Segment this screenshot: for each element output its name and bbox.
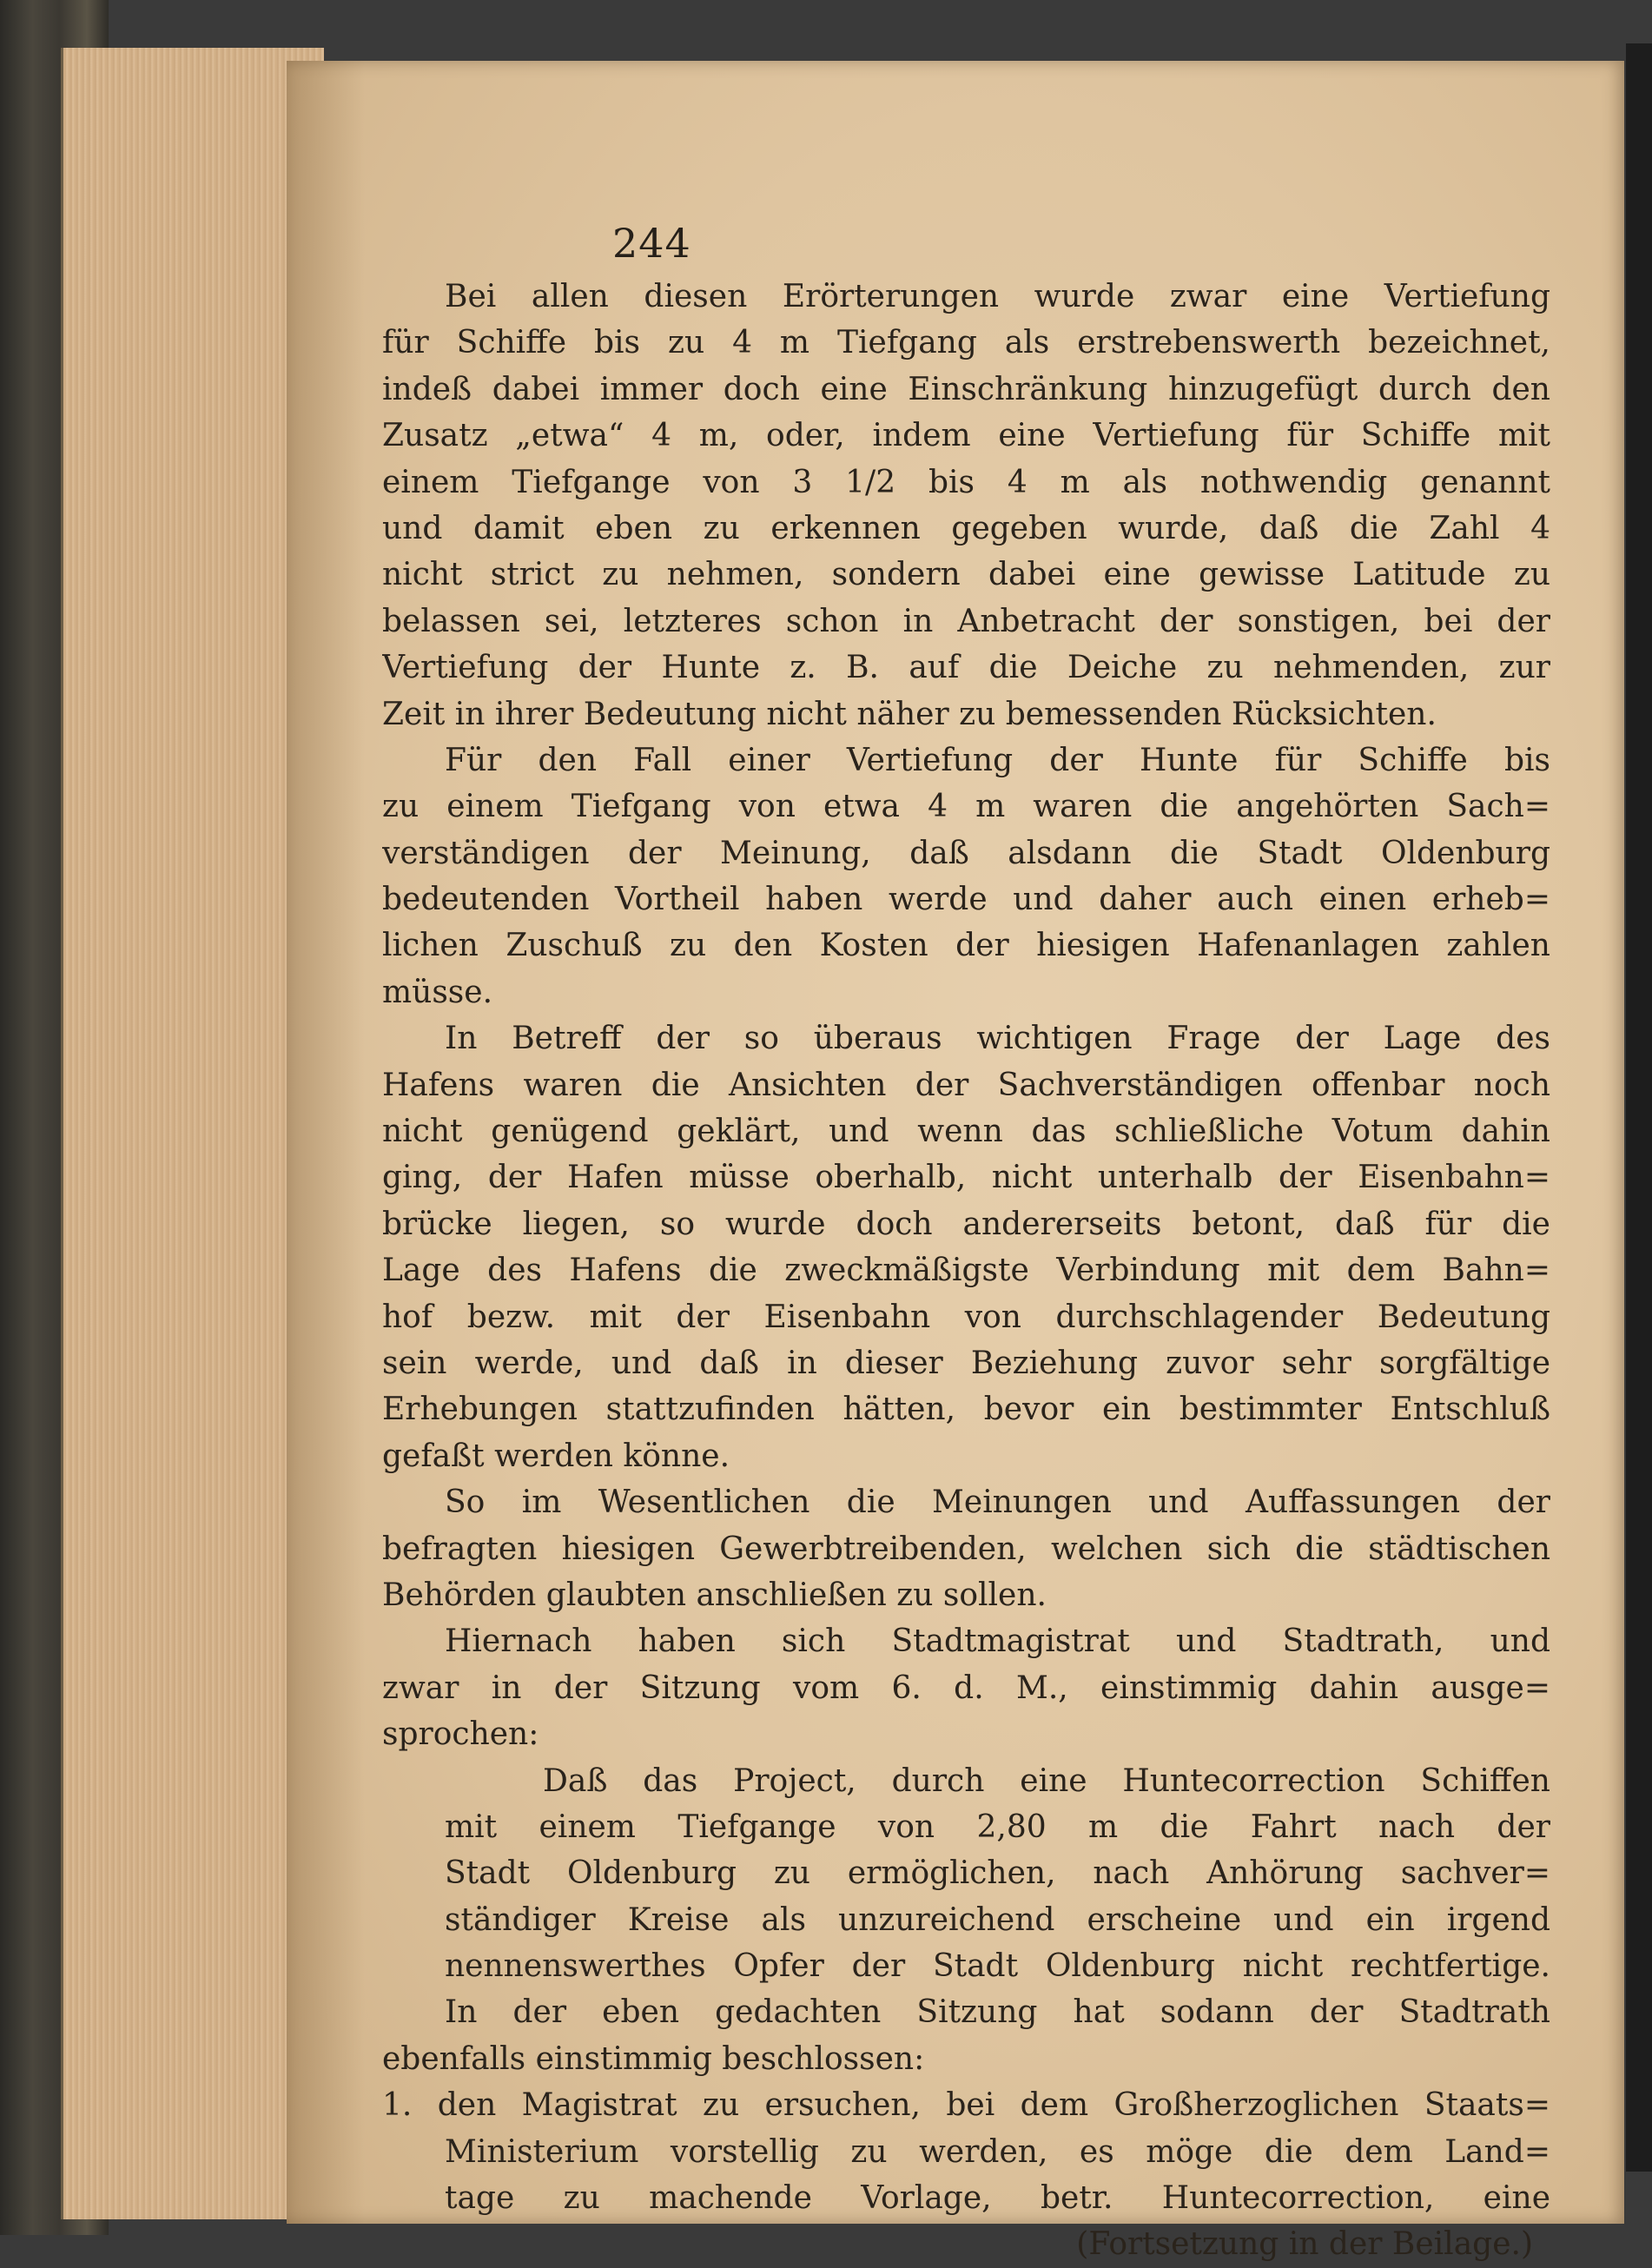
page-number: 244 bbox=[612, 220, 691, 267]
text-line: belassen sei, letzteres schon in Anbetracht der sonstigen, bei der bbox=[382, 603, 1550, 639]
text-line: Hiernach haben sich Stadtmagistrat und Stadtrath, und bbox=[445, 1623, 1550, 1660]
resolution-line: nennenswerthes Opfer der Stadt Oldenburg nicht rechtfertige. bbox=[445, 1948, 1550, 1985]
list-item-line: tage zu machende Vorlage, betr. Huntecorrection, eine bbox=[445, 2180, 1550, 2217]
book-page bbox=[287, 61, 1624, 2263]
text-line: ging, der Hafen müsse oberhalb, nicht unterhalb der Eisenbahn= bbox=[382, 1160, 1550, 1196]
text-line: Vertiefung der Hunte z. B. auf die Deiche zu nehmenden, zur bbox=[382, 650, 1550, 686]
text-line: sprochen: bbox=[382, 1716, 539, 1753]
text-line: für Schiffe bis zu 4 m Tiefgang als erstrebenswerth bezeichnet, bbox=[382, 325, 1550, 361]
text-line: ebenfalls einstimmig beschlossen: bbox=[382, 2040, 925, 2077]
text-line: nicht genügend geklärt, und wenn das schließliche Votum dahin bbox=[382, 1114, 1550, 1150]
resolution-line: Stadt Oldenburg zu ermöglichen, nach Anhörung sachver= bbox=[445, 1855, 1550, 1892]
text-line: lichen Zuschuß zu den Kosten der hiesigen Hafenanlagen zahlen bbox=[382, 928, 1550, 964]
page-stack-edge bbox=[61, 48, 324, 2219]
text-line: befragten hiesigen Gewerbtreibenden, welchen sich die städtischen bbox=[382, 1531, 1550, 1567]
text-line: Hafens waren die Ansichten der Sachverständigen offenbar noch bbox=[382, 1067, 1550, 1103]
list-item-line: Ministerium vorstellig zu werden, es möge die dem Land= bbox=[445, 2133, 1550, 2170]
list-item-line: 1. den Magistrat zu ersuchen, bei dem Großherzoglichen Staats= bbox=[382, 2087, 1550, 2124]
text-line: Erhebungen stattzufinden hätten, bevor ein bestimmter Entschluß bbox=[382, 1392, 1550, 1428]
text-line: gefaßt werden könne. bbox=[382, 1438, 730, 1474]
text-line: Lage des Hafens die zweckmäßigste Verbindung mit dem Bahn= bbox=[382, 1253, 1550, 1289]
text-line: Behörden glaubten anschließen zu sollen. bbox=[382, 1577, 1047, 1613]
text-line: nicht strict zu nehmen, sondern dabei eine gewisse Latitude zu bbox=[382, 557, 1550, 593]
text-line: hof bezw. mit der Eisenbahn von durchschlagender Bedeutung bbox=[382, 1299, 1550, 1335]
page-text-block bbox=[382, 274, 1550, 2268]
text-line: In Betreff der so überaus wichtigen Frage der Lage des bbox=[445, 1021, 1550, 1057]
text-line: Bei allen diesen Erörterungen wurde zwar eine Vertiefung bbox=[445, 279, 1550, 314]
text-line: brücke liegen, so wurde doch andererseits betont, daß für die bbox=[382, 1206, 1550, 1242]
text-line: zu einem Tiefgang von etwa 4 m waren die angehörten Sach= bbox=[382, 789, 1550, 825]
resolution-line: mit einem Tiefgange von 2,80 m die Fahrt nach der bbox=[445, 1808, 1550, 1845]
page-gutter-shadow bbox=[287, 61, 365, 2224]
text-line: So im Wesentlichen die Meinungen und Auffassungen der bbox=[445, 1484, 1550, 1521]
resolution-line: Daß das Project, durch eine Huntecorrection Schiffen bbox=[543, 1762, 1550, 1799]
text-line: bedeutenden Vortheil haben werde und daher auch einen erheb= bbox=[382, 882, 1550, 918]
text-line: Zusatz „etwa“ 4 m, oder, indem eine Vertiefung für Schiffe mit bbox=[382, 418, 1550, 454]
resolution-line: ständiger Kreise als unzureichend erscheine und ein irgend bbox=[445, 1901, 1550, 1938]
text-line: sein werde, und daß in dieser Beziehung zuvor sehr sorgfältige bbox=[382, 1345, 1550, 1381]
text-line: zwar in der Sitzung vom 6. d. M., einstimmig dahin ausge= bbox=[382, 1670, 1550, 1706]
text-line: In der eben gedachten Sitzung hat sodann der Stadtrath bbox=[445, 1994, 1550, 2031]
text-line: einem Tiefgange von 3 1/2 bis 4 m als nothwendig genannt bbox=[382, 464, 1550, 500]
text-line: müsse. bbox=[382, 974, 493, 1010]
text-line: Für den Fall einer Vertiefung der Hunte für Schiffe bis bbox=[445, 742, 1550, 778]
scan-background-edge bbox=[1626, 43, 1652, 2172]
text-line: und damit eben zu erkennen gegeben wurde, daß die Zahl 4 bbox=[382, 510, 1550, 546]
text-line: Zeit in ihrer Bedeutung nicht näher zu bemessenden Rücksichten. bbox=[382, 696, 1437, 732]
text-line: indeß dabei immer doch eine Einschränkung hinzugefügt durch den bbox=[382, 371, 1550, 407]
text-line: verständigen der Meinung, daß alsdann die Stadt Oldenburg bbox=[382, 835, 1550, 871]
continuation-note: (Fortsetzung in der Beilage.) bbox=[1076, 2226, 1533, 2263]
